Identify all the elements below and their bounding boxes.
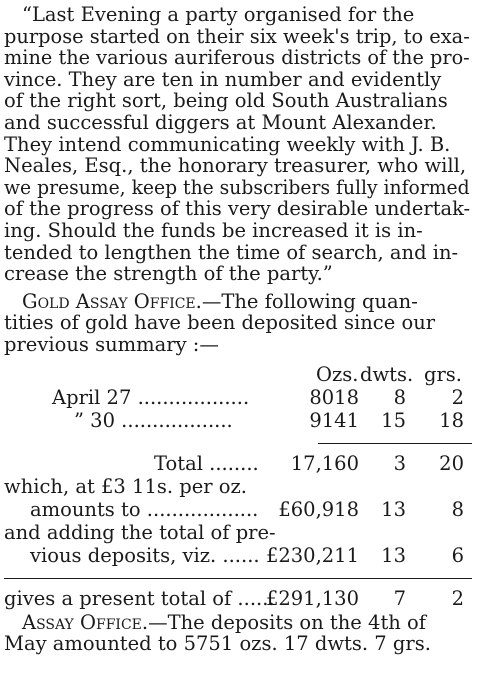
row-label: April 27 .................. bbox=[52, 385, 250, 409]
grand-ozs: £291,130 bbox=[265, 586, 359, 610]
grand-dwts: 7 bbox=[393, 586, 406, 610]
assay-office-heading: Assay Office. bbox=[22, 610, 149, 634]
total-label: Total ........ bbox=[154, 451, 259, 475]
adding-line: and adding the total of pre- bbox=[4, 520, 276, 544]
previous-grs: 6 bbox=[451, 543, 464, 567]
gold-assay-line: tities of gold have been deposited since our bbox=[4, 311, 436, 335]
amount-dwts: 13 bbox=[381, 497, 406, 521]
assay-first-text: —The deposits on the 4th of bbox=[148, 610, 427, 634]
total-rule-row bbox=[4, 433, 474, 453]
quote-line: Neales, Esq., the honorary treasurer, who will, bbox=[4, 154, 467, 178]
assay-first-line bbox=[4, 612, 474, 634]
previous-row bbox=[4, 545, 474, 568]
quote-paragraph bbox=[4, 4, 474, 285]
amount-grs: 8 bbox=[451, 497, 464, 521]
amount-label: amounts to .................. bbox=[30, 497, 259, 521]
total-rule bbox=[318, 443, 472, 444]
deposit-table bbox=[4, 364, 474, 611]
previous-ozs: £230,211 bbox=[265, 543, 359, 567]
rate-row bbox=[4, 476, 474, 499]
assay-office-paragraph bbox=[4, 612, 474, 655]
quote-line: purpose started on their six week's trip, to exa- bbox=[4, 24, 470, 48]
total-ozs: 17,160 bbox=[290, 451, 359, 475]
rate-line: which, at £3 11s. per oz. bbox=[4, 474, 248, 498]
table-row bbox=[4, 387, 474, 410]
previous-dwts: 13 bbox=[381, 543, 406, 567]
quote-line: mine the various auriferous districts of the pro- bbox=[4, 46, 470, 70]
col-header-dwts: dwts. bbox=[360, 362, 414, 386]
row-label: ” 30 .................. bbox=[74, 408, 233, 432]
row-ozs: 9141 bbox=[309, 408, 359, 432]
quote-line: and successful diggers at Mount Alexander. bbox=[4, 110, 437, 134]
gold-assay-paragraph bbox=[4, 291, 474, 356]
total-dwts: 3 bbox=[393, 451, 406, 475]
amount-row bbox=[4, 499, 474, 522]
quote-line: vince. They are ten in number and evidently bbox=[4, 67, 442, 91]
grand-grs: 2 bbox=[451, 586, 464, 610]
gold-assay-intro: —The following quan- bbox=[201, 289, 418, 313]
adding-row bbox=[4, 522, 474, 545]
quote-line: we presume, keep the subscribers fully informed bbox=[4, 175, 470, 199]
table-row bbox=[4, 410, 474, 433]
newspaper-column bbox=[4, 4, 474, 655]
quote-line: of the right sort, being old South Australians bbox=[4, 89, 448, 113]
gold-assay-first-line bbox=[4, 291, 474, 313]
col-header-grs: grs. bbox=[424, 362, 463, 386]
gold-assay-heading: Gold Assay Office. bbox=[22, 289, 202, 313]
row-ozs: 8018 bbox=[309, 385, 359, 409]
previous-label: vious deposits, viz. ...... bbox=[30, 543, 260, 567]
gold-assay-line: previous summary :— bbox=[4, 332, 219, 356]
row-grs: 2 bbox=[451, 385, 464, 409]
grand-label: gives a present total of ...... bbox=[4, 586, 275, 610]
quote-line: tended to lengthen the time of search, and in- bbox=[4, 240, 459, 264]
quote-line: of the progress of this very desirable undertak- bbox=[4, 197, 471, 221]
quote-line: ing. Should the funds be increased it is in- bbox=[4, 218, 423, 242]
quote-line: crease the strength of the party.” bbox=[4, 262, 333, 286]
grand-total-row bbox=[4, 588, 474, 611]
quote-line: “Last Evening a party organised for the bbox=[22, 3, 415, 26]
total-grs: 20 bbox=[439, 451, 464, 475]
row-dwts: 8 bbox=[393, 385, 406, 409]
amount-ozs: £60,918 bbox=[278, 497, 359, 521]
row-dwts: 15 bbox=[381, 408, 406, 432]
table-header-row bbox=[4, 364, 474, 387]
grand-rule-row bbox=[4, 568, 474, 588]
row-grs: 18 bbox=[439, 408, 464, 432]
assay-line: May amounted to 5751 ozs. 17 dwts. 7 grs. bbox=[4, 632, 431, 656]
total-row bbox=[4, 453, 474, 476]
col-header-ozs: Ozs. bbox=[316, 362, 359, 386]
quote-line: They intend communicating weekly with J. B. bbox=[4, 132, 451, 156]
grand-rule bbox=[4, 578, 472, 579]
